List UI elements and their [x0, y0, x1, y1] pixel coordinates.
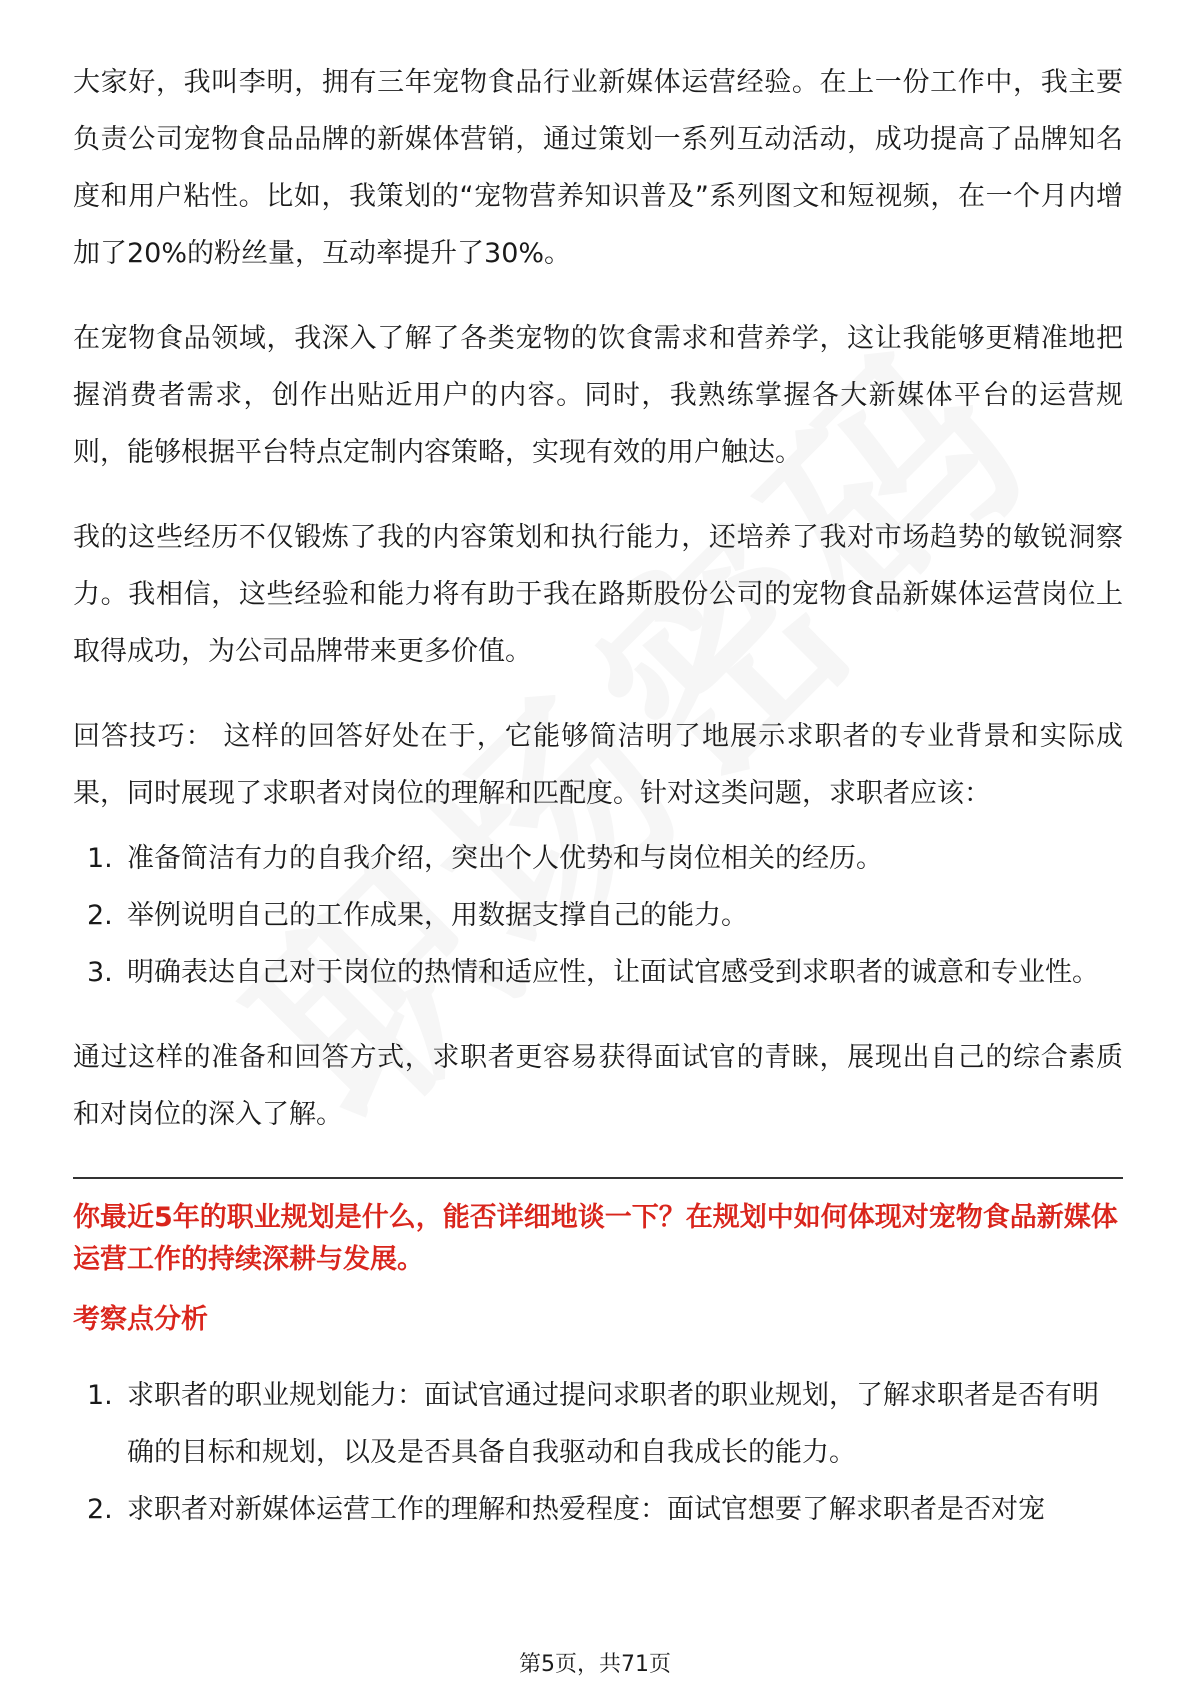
analysis-heading: 考察点分析: [73, 1304, 208, 1335]
analysis-list: [73, 1367, 1123, 1538]
list-item-text: 求职者对新媒体运营工作的理解和热爱程度：面试官想要了解求职者是否对宠: [127, 1494, 1045, 1525]
tips-list: [73, 830, 1123, 1001]
list-number: 1.: [87, 1380, 113, 1411]
list-item-text: 准备简洁有力的自我介绍，突出个人优势和与岗位相关的经历。: [127, 843, 883, 874]
closing-paragraph: 通过这样的准备和回答方式，求职者更容易获得面试官的青睐，展现出自己的综合素质和对岗位的深入了解。: [73, 1042, 1123, 1130]
list-item-text: 举例说明自己的工作成果，用数据支撑自己的能力。: [127, 900, 748, 931]
list-item: [73, 1367, 1123, 1481]
list-item-text: 求职者的职业规划能力：面试官通过提问求职者的职业规划，了解求职者是否有明确的目标和规划，以及是否具备自我驱动和自我成长的能力。: [127, 1380, 1099, 1468]
list-item-text: 明确表达自己对于岗位的热情和适应性，让面试官感受到求职者的诚意和专业性。: [127, 957, 1099, 988]
list-number: 1.: [87, 843, 113, 874]
list-number: 2.: [87, 900, 113, 931]
list-item: [73, 830, 1123, 887]
interview-question: 你最近5年的职业规划是什么，能否详细地谈一下？在规划中如何体现对宠物食品新媒体运营工作的持续深耕与发展。: [73, 1202, 1118, 1275]
expertise-paragraph: 在宠物食品领域，我深入了解了各类宠物的饮食需求和营养学，这让我能够更精准地把握消费者需求，创作出贴近用户的内容。同时，我熟练掌握各大新媒体平台的运营规则，能够根据平台特点定制内容策略，实现有效的用户触达。: [73, 323, 1123, 468]
list-number: 3.: [87, 957, 113, 988]
experience-paragraph: 我的这些经历不仅锻炼了我的内容策划和执行能力，还培养了我对市场趋势的敏锐洞察力。我相信，这些经验和能力将有助于我在路斯股份公司的宠物食品新媒体运营岗位上取得成功，为公司品牌带来更多价值。: [73, 522, 1123, 667]
page-footer: 第5页，共71页: [519, 1652, 671, 1677]
list-item: [73, 1481, 1123, 1538]
document-body: [73, 54, 1123, 1566]
answer-tips-paragraph: 回答技巧： 这样的回答好处在于，它能够简洁明了地展示求职者的专业背景和实际成果，同时展现了求职者对岗位的理解和匹配度。针对这类问题，求职者应该：: [73, 721, 1123, 809]
section-divider: [73, 1177, 1123, 1179]
intro-paragraph: 大家好，我叫李明，拥有三年宠物食品行业新媒体运营经验。在上一份工作中，我主要负责公司宠物食品品牌的新媒体营销，通过策划一系列互动活动，成功提高了品牌知名度和用户粘性。比如，我策划的“宠物营养知识普及”系列图文和短视频，在一个月内增加了20%的粉丝量，互动率提升了30%。: [73, 67, 1123, 269]
list-item: [73, 887, 1123, 944]
list-number: 2.: [87, 1494, 113, 1525]
list-item: [73, 944, 1123, 1001]
